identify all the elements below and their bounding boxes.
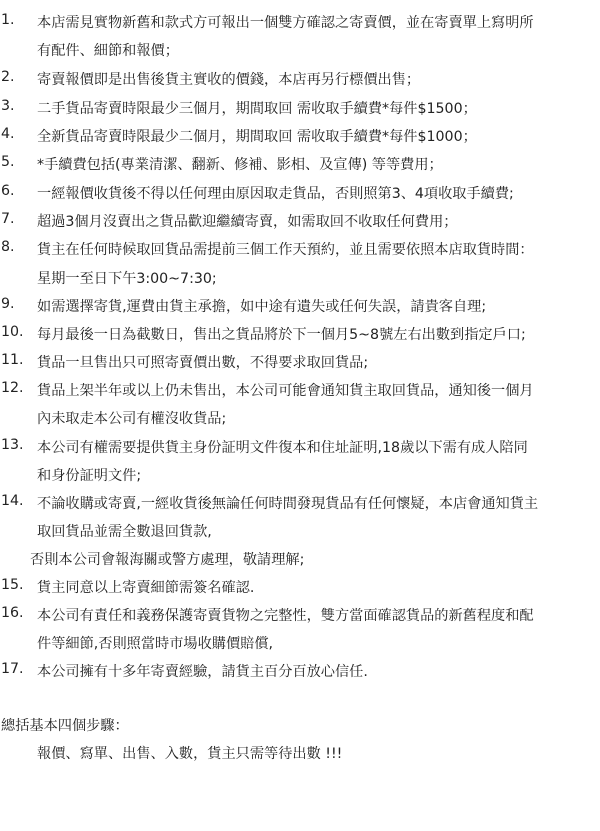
- item-number: 2.: [1, 69, 15, 85]
- item-number: 9.: [1, 296, 15, 312]
- item-number: 3.: [1, 98, 15, 114]
- item-number: 14.: [1, 493, 24, 509]
- item-text: 二手貨品寄賣時限最少三個月，期間取回 需收取手續費*每件$1500；: [37, 101, 477, 117]
- item-text: 本公司有責任和義務保護寄賣貨物之完整性，雙方當面確認貨品的新舊程度和配: [37, 608, 534, 624]
- item-number: 8.: [1, 239, 15, 255]
- item-text: 本公司有權需要提供貨主身份証明文件復本和住址証明,18歲以下需有成人陪同: [37, 440, 528, 456]
- item-text: 否則本公司會報海關或警方處理，敬請理解;: [30, 552, 305, 568]
- item-text: 貨品一旦售出只可照寄賣價出數，不得要求取回貨品;: [37, 355, 369, 371]
- item-text: 寄賣報價即是出售後貨主實收的價錢，本店再另行標價出售；: [37, 72, 421, 88]
- item-text: 全新貨品寄賣時限最少二個月，期間取回 需收取手續費*每件$1000；: [37, 129, 477, 145]
- item-text: 如需選擇寄貨,運費由貨主承擔，如中途有遺失或任何失誤，請貴客自理;: [37, 299, 487, 315]
- item-number: 1.: [1, 12, 15, 28]
- summary-text: 報價、寫單、出售、入數，貨主只需等待出數 !!!: [37, 746, 343, 762]
- item-number: 15.: [1, 577, 24, 593]
- item-text: 貨主在任何時候取回貨品需提前三個工作天預約，並且需要依照本店取貨時間：: [37, 242, 534, 258]
- item-text: 不論收購或寄賣,一經收貨後無論任何時間發現貨品有任何懷疑，本店會通知貨主: [37, 496, 539, 512]
- item-number: 12.: [1, 380, 24, 396]
- item-text: 每月最後一日為截數日，售出之貨品將於下一個月5~8號左右出數到指定戶口;: [37, 327, 526, 343]
- item-number: 17.: [1, 661, 24, 677]
- item-text: 取回貨品並需全數退回貨款,: [37, 524, 212, 540]
- item-number: 11.: [1, 352, 24, 368]
- item-number: 7.: [1, 211, 15, 227]
- summary-title: 總括基本四個步驟：: [1, 718, 129, 734]
- item-text: *手續費包括(專業清潔、翻新、修補、影相、及宣傳) 等等費用；: [37, 157, 443, 173]
- item-text: 超過3個月沒賣出之貨品歡迎繼續寄賣，如需取回不收取任何費用；: [37, 214, 458, 230]
- item-text: 一經報價收貨後不得以任何理由原因取走貨品，否則照第3、4項收取手續費;: [37, 186, 514, 202]
- item-number: 13.: [1, 437, 24, 453]
- item-text: 和身份証明文件;: [37, 468, 142, 484]
- item-text: 有配件、細節和報價；: [37, 43, 179, 59]
- item-number: 4.: [1, 126, 15, 142]
- item-number: 16.: [1, 605, 24, 621]
- item-text: 件等細節,否則照當時市場收購價賠償,: [37, 636, 274, 652]
- item-number: 6.: [1, 183, 15, 199]
- item-number: 5.: [1, 154, 15, 170]
- item-text: 貨品上架半年或以上仍未售出，本公司可能會通知貨主取回貨品，通知後一個月: [37, 383, 534, 399]
- item-text: 內未取走本公司有權沒收貨品;: [37, 411, 227, 427]
- item-text: 星期一至日下午3:00~7:30;: [37, 271, 217, 287]
- item-text: 本公司擁有十多年寄賣經驗，請貨主百分百放心信任.: [37, 664, 368, 680]
- item-text: 貨主同意以上寄賣細節需簽名確認.: [37, 580, 255, 596]
- item-text: 本店需見實物新舊和款式方可報出一個雙方確認之寄賣價，並在寄賣單上寫明所: [37, 15, 534, 31]
- item-number: 10.: [1, 324, 24, 340]
